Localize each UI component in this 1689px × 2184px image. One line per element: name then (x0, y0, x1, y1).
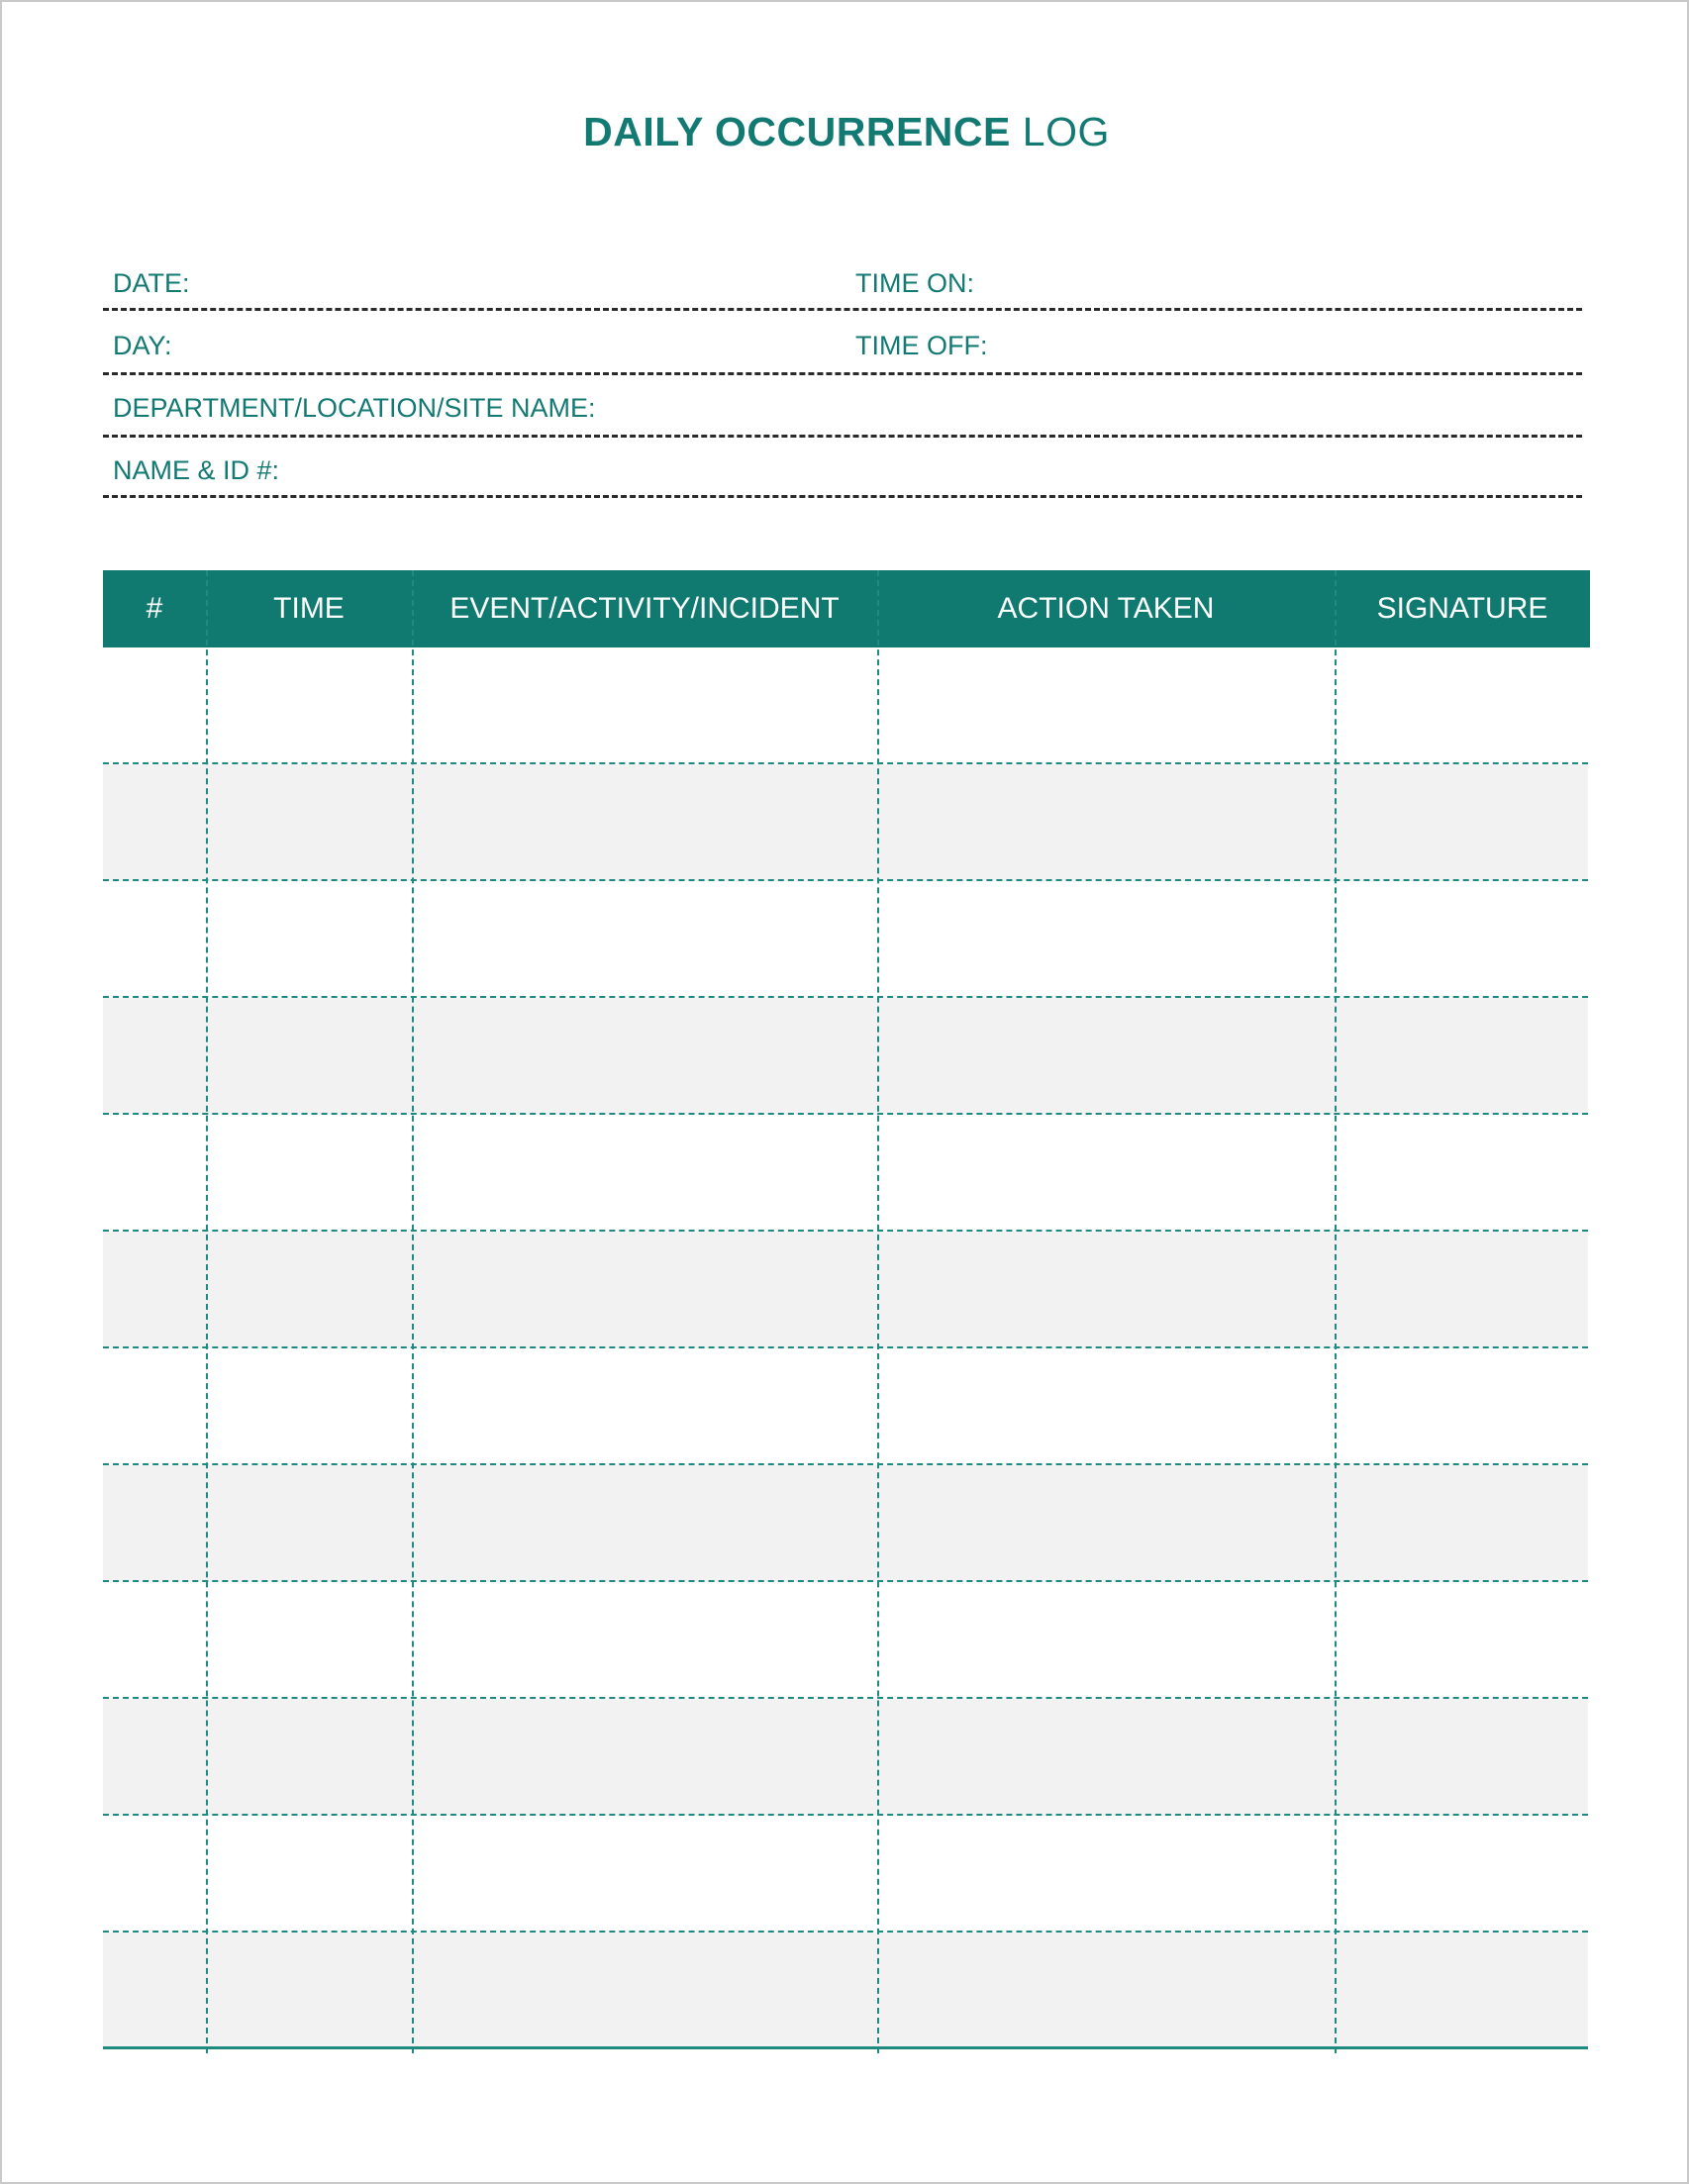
date-label: DATE: (113, 268, 190, 298)
table-row[interactable] (103, 998, 1588, 1115)
table-row[interactable] (103, 1465, 1588, 1582)
table-row[interactable] (103, 1933, 1588, 2049)
column-header-event: EVENT/ACTIVITY/INCIDENT (449, 592, 840, 625)
column-header-action: ACTION TAKEN (997, 592, 1215, 625)
department-line[interactable] (103, 435, 1582, 438)
table-row[interactable] (103, 764, 1588, 881)
name-id-line[interactable] (103, 495, 1582, 498)
column-header-time: TIME (273, 592, 345, 625)
column-header-number: # (146, 592, 163, 625)
column-divider (206, 570, 208, 2053)
table-row[interactable] (103, 647, 1588, 764)
time-on-label: TIME ON: (855, 268, 974, 298)
date-time-on-line[interactable] (103, 308, 1582, 311)
title-light: LOG (1022, 109, 1110, 154)
page-title (2, 109, 1689, 155)
title-bold: DAILY OCCURRENCE (583, 109, 1011, 154)
table-row[interactable] (103, 1699, 1588, 1816)
day-time-off-line[interactable] (103, 372, 1582, 375)
department-label: DEPARTMENT/LOCATION/SITE NAME: (113, 393, 596, 423)
table-row[interactable] (103, 881, 1588, 998)
table-row[interactable] (103, 1582, 1588, 1699)
table-row[interactable] (103, 1232, 1588, 1348)
day-label: DAY: (113, 331, 172, 360)
time-off-label: TIME OFF: (855, 331, 988, 360)
column-divider (1335, 570, 1337, 2053)
table-row[interactable] (103, 1115, 1588, 1232)
column-header-signature: SIGNATURE (1376, 592, 1548, 625)
table-row[interactable] (103, 1348, 1588, 1465)
column-divider (412, 570, 414, 2053)
column-divider (877, 570, 879, 2053)
name-id-label: NAME & ID #: (113, 455, 280, 485)
table-header (103, 570, 1590, 647)
table-row[interactable] (103, 1816, 1588, 1933)
